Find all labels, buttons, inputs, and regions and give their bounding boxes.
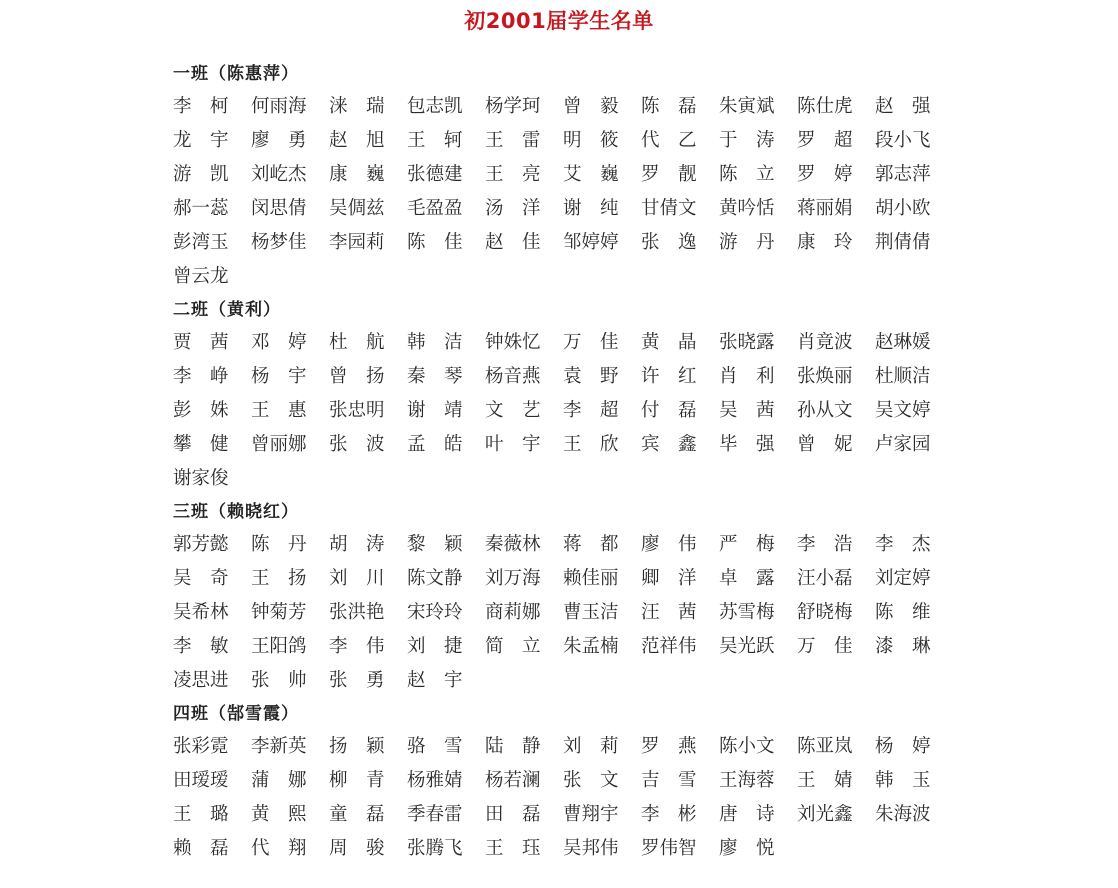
student-name: 卓露 bbox=[719, 568, 794, 589]
student-name: 罗超 bbox=[797, 130, 872, 151]
student-name: 陈小文 bbox=[719, 736, 775, 757]
student-name: 万佳 bbox=[563, 332, 638, 353]
student-name: 扬颖 bbox=[329, 736, 404, 757]
student-name: 李柯 bbox=[173, 96, 248, 117]
student-name: 张波 bbox=[329, 434, 404, 455]
student-name: 刘定婷 bbox=[875, 568, 931, 589]
class-heading: 二班（黄利） bbox=[173, 300, 281, 320]
student-name: 吴茜 bbox=[719, 400, 794, 421]
student-name: 刘莉 bbox=[563, 736, 638, 757]
student-name: 陆静 bbox=[485, 736, 560, 757]
student-name: 孟皓 bbox=[407, 434, 482, 455]
student-name: 杨宇 bbox=[251, 366, 326, 387]
student-name: 宾鑫 bbox=[641, 434, 716, 455]
student-name: 张焕丽 bbox=[797, 366, 853, 387]
student-name: 孙从文 bbox=[797, 400, 853, 421]
student-name: 曾云龙 bbox=[173, 266, 229, 287]
student-name: 王阳鸽 bbox=[251, 636, 307, 657]
student-name: 卢家园 bbox=[875, 434, 931, 455]
student-name: 吴邦伟 bbox=[563, 838, 619, 859]
student-name: 王璐 bbox=[173, 804, 248, 825]
student-name: 陈丹 bbox=[251, 534, 326, 555]
student-name: 赵旭 bbox=[329, 130, 404, 151]
student-name: 彭湾玉 bbox=[173, 232, 229, 253]
student-name: 李敏 bbox=[173, 636, 248, 657]
student-name: 杨音燕 bbox=[485, 366, 541, 387]
student-name: 游凯 bbox=[173, 164, 248, 185]
student-name: 舒晓梅 bbox=[797, 602, 853, 623]
student-name: 田瑷瑷 bbox=[173, 770, 229, 791]
name-grid bbox=[173, 90, 953, 294]
class-heading: 三班（赖晓红） bbox=[173, 502, 299, 522]
student-name: 谢家俊 bbox=[173, 468, 229, 489]
student-name: 艾巍 bbox=[563, 164, 638, 185]
student-name: 郭芳懿 bbox=[173, 534, 229, 555]
student-name: 汪小磊 bbox=[797, 568, 853, 589]
student-name: 秦琴 bbox=[407, 366, 482, 387]
student-name: 毕强 bbox=[719, 434, 794, 455]
student-name: 陈佳 bbox=[407, 232, 482, 253]
student-name: 范祥伟 bbox=[641, 636, 697, 657]
student-name: 王亮 bbox=[485, 164, 560, 185]
roster bbox=[173, 58, 953, 866]
student-name: 骆雪 bbox=[407, 736, 482, 757]
student-name: 商莉娜 bbox=[485, 602, 541, 623]
student-name: 张忠明 bbox=[329, 400, 385, 421]
student-name: 蒲娜 bbox=[251, 770, 326, 791]
student-name: 闵思倩 bbox=[251, 198, 307, 219]
student-name: 攀健 bbox=[173, 434, 248, 455]
student-name: 蒋都 bbox=[563, 534, 638, 555]
student-name: 罗伟智 bbox=[641, 838, 697, 859]
student-name: 王欣 bbox=[563, 434, 638, 455]
student-name: 王扬 bbox=[251, 568, 326, 589]
student-name: 曹玉洁 bbox=[563, 602, 619, 623]
student-name: 刘捷 bbox=[407, 636, 482, 657]
student-name: 张腾飞 bbox=[407, 838, 463, 859]
student-name: 邓婷 bbox=[251, 332, 326, 353]
student-name: 杨婷 bbox=[875, 736, 950, 757]
student-name: 苏雪梅 bbox=[719, 602, 775, 623]
student-name: 赵宇 bbox=[407, 670, 482, 691]
student-name: 王海蓉 bbox=[719, 770, 775, 791]
student-name: 张逸 bbox=[641, 232, 716, 253]
student-name: 汤洋 bbox=[485, 198, 560, 219]
student-name: 李伟 bbox=[329, 636, 404, 657]
student-name: 何雨海 bbox=[251, 96, 307, 117]
student-name: 于涛 bbox=[719, 130, 794, 151]
student-name: 朱海波 bbox=[875, 804, 931, 825]
student-name: 汪茜 bbox=[641, 602, 716, 623]
student-name: 李峥 bbox=[173, 366, 248, 387]
student-name: 涞瑞 bbox=[329, 96, 404, 117]
student-name: 刘川 bbox=[329, 568, 404, 589]
student-name: 李新英 bbox=[251, 736, 307, 757]
student-name: 王婧 bbox=[797, 770, 872, 791]
student-name: 曾丽娜 bbox=[251, 434, 307, 455]
student-name: 罗靓 bbox=[641, 164, 716, 185]
student-name: 韩洁 bbox=[407, 332, 482, 353]
student-name: 赵佳 bbox=[485, 232, 560, 253]
student-name: 康玲 bbox=[797, 232, 872, 253]
student-name: 秦薇林 bbox=[485, 534, 541, 555]
student-name: 许红 bbox=[641, 366, 716, 387]
student-name: 张晓露 bbox=[719, 332, 775, 353]
student-name: 陈维 bbox=[875, 602, 950, 623]
student-name: 吴希林 bbox=[173, 602, 229, 623]
name-grid bbox=[173, 730, 953, 866]
student-name: 赖磊 bbox=[173, 838, 248, 859]
student-name: 赖佳丽 bbox=[563, 568, 619, 589]
student-name: 朱寅斌 bbox=[719, 96, 775, 117]
name-grid bbox=[173, 326, 953, 496]
student-name: 张文 bbox=[563, 770, 638, 791]
class-section-4 bbox=[173, 698, 953, 866]
student-name: 简立 bbox=[485, 636, 560, 657]
student-name: 邹婷婷 bbox=[563, 232, 619, 253]
student-name: 钟姝忆 bbox=[485, 332, 541, 353]
student-name: 陈亚岚 bbox=[797, 736, 853, 757]
class-heading: 四班（郜雪霞） bbox=[173, 704, 299, 724]
student-name: 包志凯 bbox=[407, 96, 463, 117]
student-name: 代乙 bbox=[641, 130, 716, 151]
student-name: 叶宇 bbox=[485, 434, 560, 455]
student-name: 龙宇 bbox=[173, 130, 248, 151]
student-name: 王惠 bbox=[251, 400, 326, 421]
student-name: 甘倩文 bbox=[641, 198, 697, 219]
student-name: 谢靖 bbox=[407, 400, 482, 421]
student-name: 刘屹杰 bbox=[251, 164, 307, 185]
student-name: 王轲 bbox=[407, 130, 482, 151]
student-name: 廖悦 bbox=[719, 838, 794, 859]
student-name: 张德建 bbox=[407, 164, 463, 185]
student-name: 漆琳 bbox=[875, 636, 950, 657]
student-name: 胡涛 bbox=[329, 534, 404, 555]
student-name: 吉雪 bbox=[641, 770, 716, 791]
student-name: 杨若澜 bbox=[485, 770, 541, 791]
student-name: 罗燕 bbox=[641, 736, 716, 757]
student-name: 谢纯 bbox=[563, 198, 638, 219]
student-name: 吴奇 bbox=[173, 568, 248, 589]
student-name: 陈磊 bbox=[641, 96, 716, 117]
student-name: 李园莉 bbox=[329, 232, 385, 253]
student-name: 廖勇 bbox=[251, 130, 326, 151]
student-name: 吴文婷 bbox=[875, 400, 931, 421]
student-name: 文艺 bbox=[485, 400, 560, 421]
student-name: 刘光鑫 bbox=[797, 804, 853, 825]
name-grid bbox=[173, 528, 953, 698]
student-name: 段小飞 bbox=[875, 130, 931, 151]
student-name: 赵琳媛 bbox=[875, 332, 931, 353]
student-name: 明筱 bbox=[563, 130, 638, 151]
student-name: 杨雅婧 bbox=[407, 770, 463, 791]
student-name: 李浩 bbox=[797, 534, 872, 555]
student-name: 凌思进 bbox=[173, 670, 229, 691]
class-heading: 一班（陈惠萍） bbox=[173, 64, 299, 84]
student-name: 李彬 bbox=[641, 804, 716, 825]
student-name: 张洪艳 bbox=[329, 602, 385, 623]
student-name: 郝一蕊 bbox=[173, 198, 229, 219]
student-name: 肖竟波 bbox=[797, 332, 853, 353]
student-name: 贾茜 bbox=[173, 332, 248, 353]
student-name: 黄晶 bbox=[641, 332, 716, 353]
student-name: 付磊 bbox=[641, 400, 716, 421]
student-name: 郭志萍 bbox=[875, 164, 931, 185]
student-name: 周骏 bbox=[329, 838, 404, 859]
page-title: 初2001届学生名单 bbox=[464, 9, 654, 33]
student-name: 杨梦佳 bbox=[251, 232, 307, 253]
student-name: 万佳 bbox=[797, 636, 872, 657]
class-section-2 bbox=[173, 294, 953, 496]
student-name: 陈立 bbox=[719, 164, 794, 185]
student-name: 王雷 bbox=[485, 130, 560, 151]
student-name: 曾妮 bbox=[797, 434, 872, 455]
student-name: 宋玲玲 bbox=[407, 602, 463, 623]
student-name: 杨学珂 bbox=[485, 96, 541, 117]
student-name: 童磊 bbox=[329, 804, 404, 825]
student-name: 罗婷 bbox=[797, 164, 872, 185]
class-section-3 bbox=[173, 496, 953, 698]
student-name: 李超 bbox=[563, 400, 638, 421]
student-name: 曹翔宇 bbox=[563, 804, 619, 825]
student-name: 胡小欧 bbox=[875, 198, 931, 219]
student-name: 黄熙 bbox=[251, 804, 326, 825]
student-name: 朱孟楠 bbox=[563, 636, 619, 657]
student-name: 杜航 bbox=[329, 332, 404, 353]
student-name: 袁野 bbox=[563, 366, 638, 387]
student-name: 田磊 bbox=[485, 804, 560, 825]
class-section-1 bbox=[173, 58, 953, 294]
student-name: 蒋丽娟 bbox=[797, 198, 853, 219]
student-name: 韩玉 bbox=[875, 770, 950, 791]
student-name: 毛盈盈 bbox=[407, 198, 463, 219]
student-name: 张帅 bbox=[251, 670, 326, 691]
student-name: 李杰 bbox=[875, 534, 950, 555]
student-name: 季春雷 bbox=[407, 804, 463, 825]
student-name: 严梅 bbox=[719, 534, 794, 555]
student-name: 黎颖 bbox=[407, 534, 482, 555]
student-name: 曾毅 bbox=[563, 96, 638, 117]
student-name: 王珏 bbox=[485, 838, 560, 859]
student-name: 张勇 bbox=[329, 670, 404, 691]
student-name: 曾扬 bbox=[329, 366, 404, 387]
student-name: 陈文静 bbox=[407, 568, 463, 589]
student-name: 刘万海 bbox=[485, 568, 541, 589]
student-name: 游丹 bbox=[719, 232, 794, 253]
student-name: 张彩霓 bbox=[173, 736, 229, 757]
student-name: 康巍 bbox=[329, 164, 404, 185]
student-name: 彭姝 bbox=[173, 400, 248, 421]
student-name: 唐诗 bbox=[719, 804, 794, 825]
student-name: 肖利 bbox=[719, 366, 794, 387]
student-name: 吴倜兹 bbox=[329, 198, 385, 219]
student-name: 钟菊芳 bbox=[251, 602, 307, 623]
student-name: 卿洋 bbox=[641, 568, 716, 589]
student-name: 杜顺洁 bbox=[875, 366, 931, 387]
student-name: 赵强 bbox=[875, 96, 950, 117]
student-name: 吴光跃 bbox=[719, 636, 775, 657]
student-name: 柳青 bbox=[329, 770, 404, 791]
student-name: 陈仕虎 bbox=[797, 96, 853, 117]
student-name: 黄吟恬 bbox=[719, 198, 775, 219]
student-name: 荆倩倩 bbox=[875, 232, 931, 253]
student-name: 廖伟 bbox=[641, 534, 716, 555]
student-name: 代翔 bbox=[251, 838, 326, 859]
